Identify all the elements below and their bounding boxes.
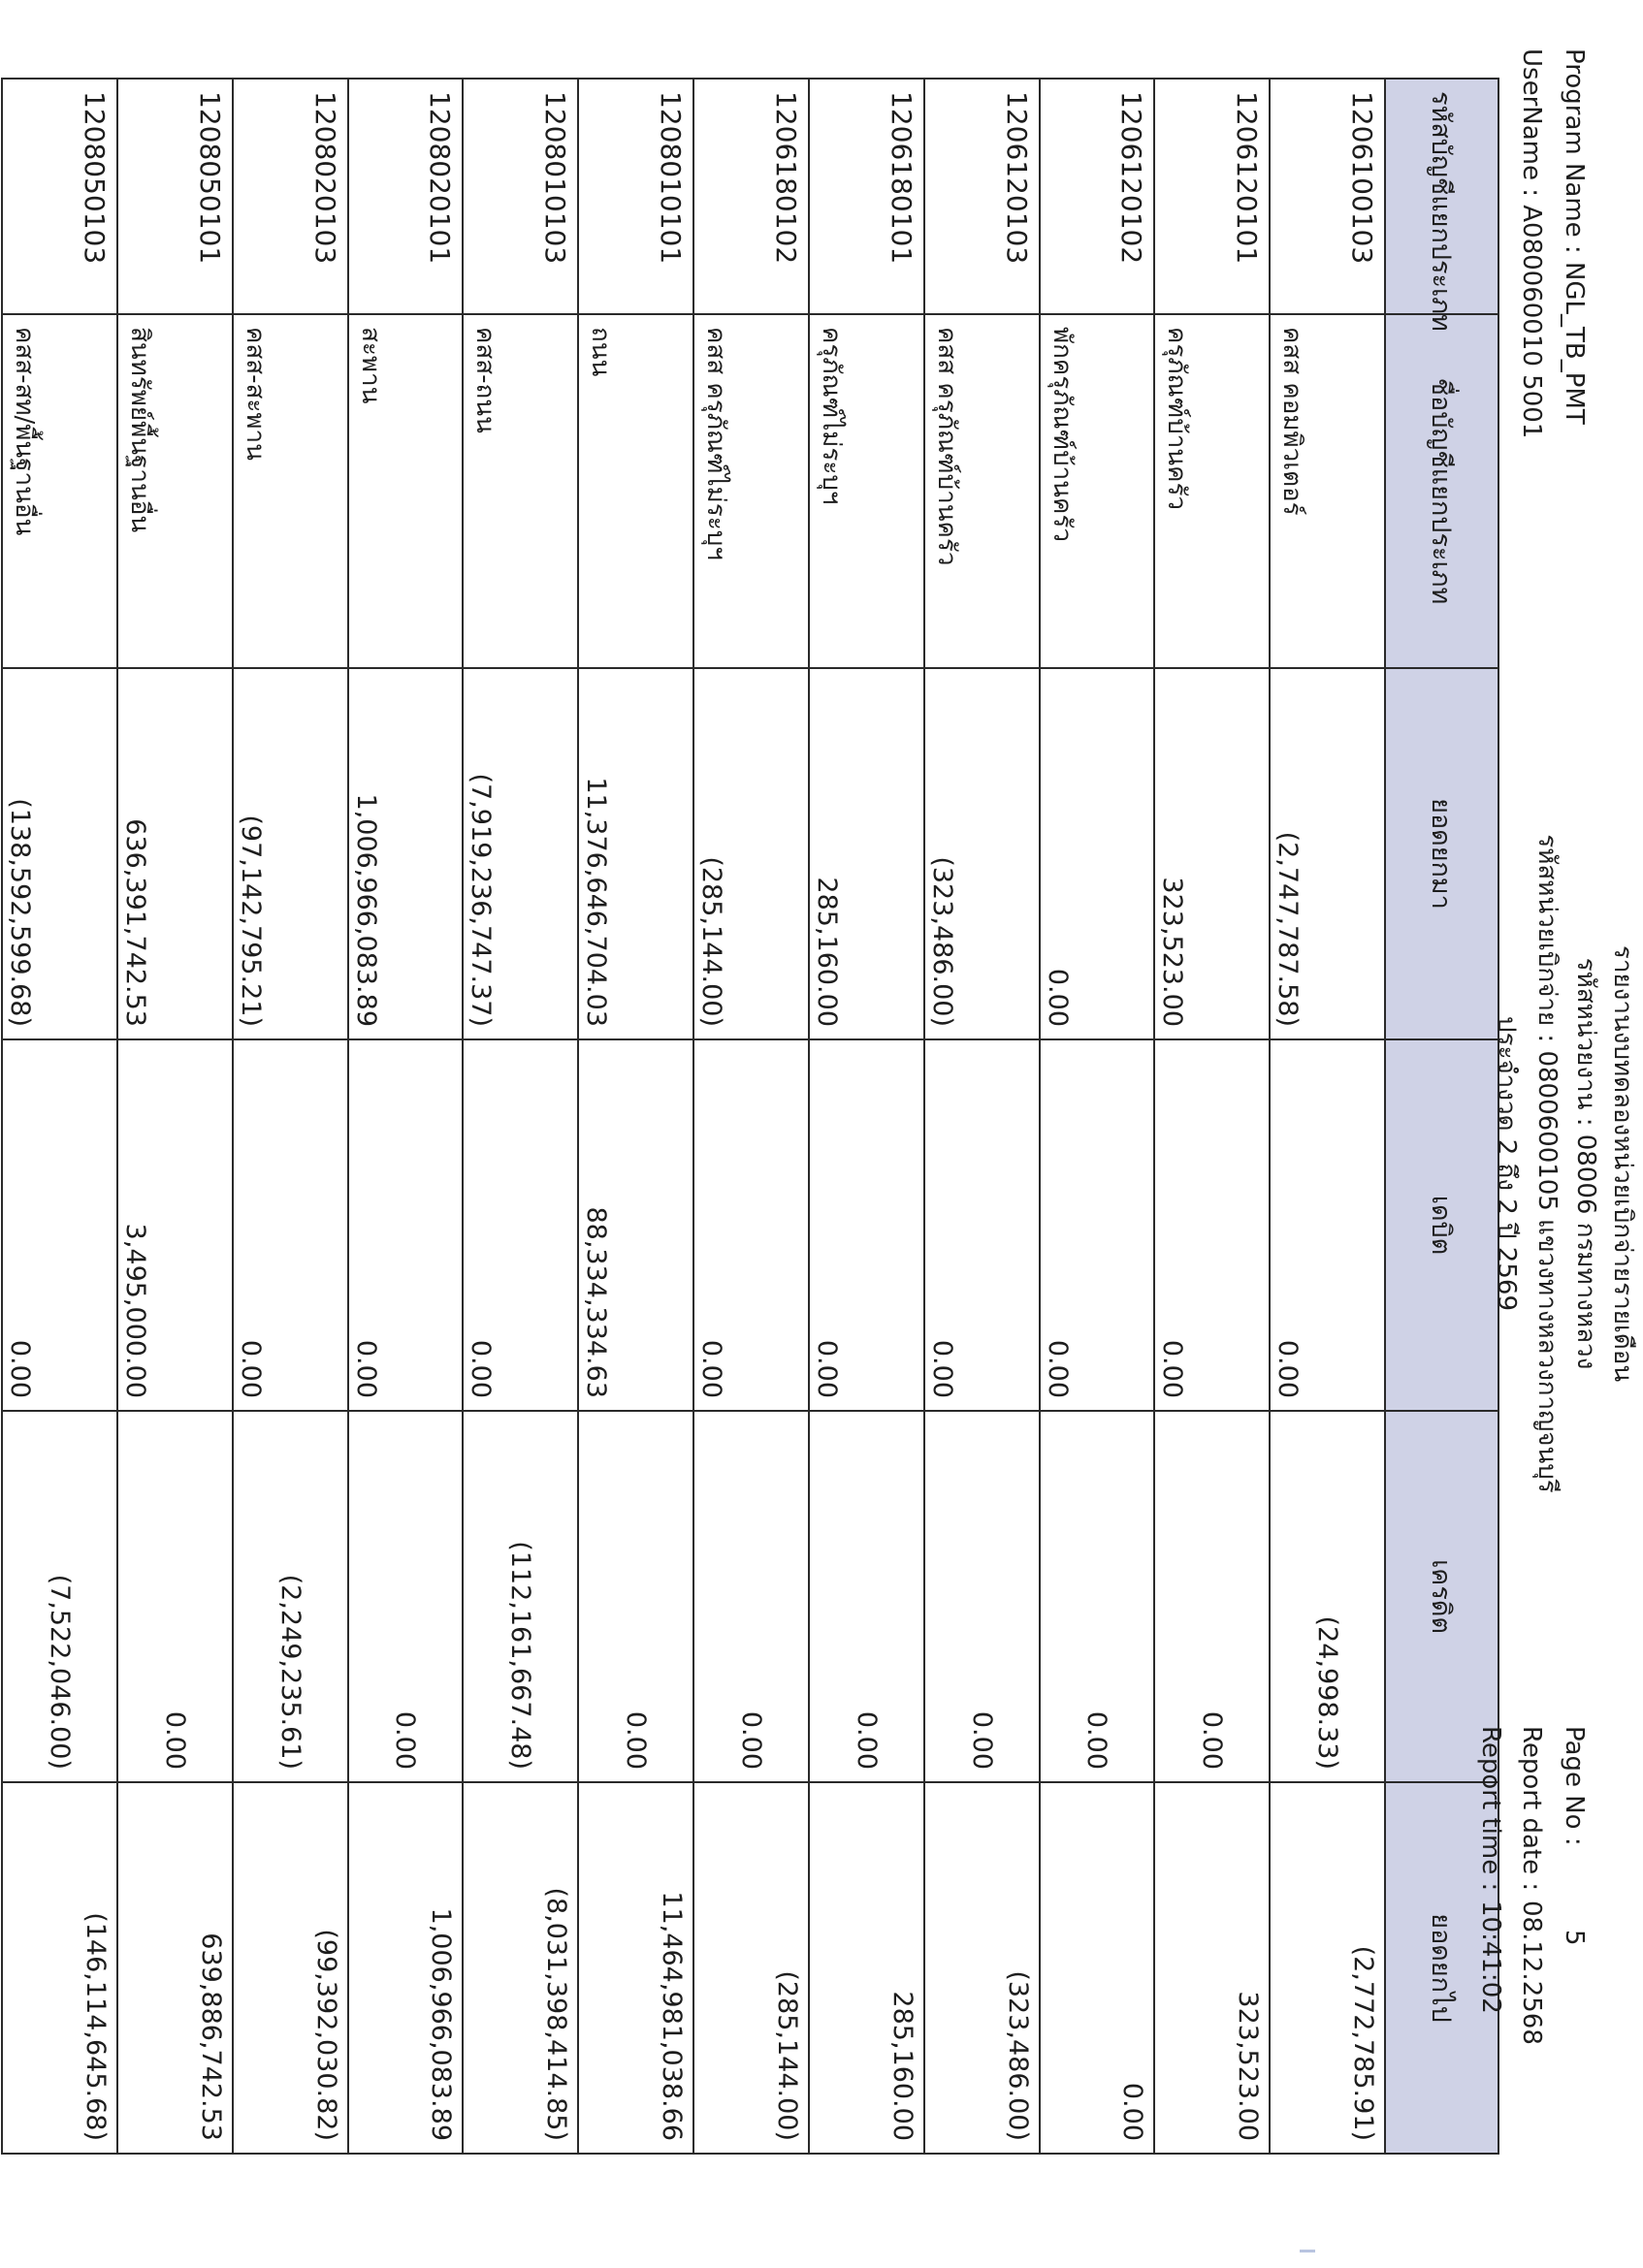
account-name-cell: คสส คอมพิวเตอร์ (1270, 314, 1385, 668)
carried-forward-cell: (99,392,030.82) (233, 1782, 348, 2154)
carried-forward-cell: 285,160.00 (809, 1782, 924, 2154)
credit-cell: (2,249,235.61) (233, 1411, 348, 1782)
account-name-cell: ถนน (578, 314, 693, 668)
account-name-cell: ครุภัณฑ์ไม่ระบุฯ (809, 314, 924, 668)
account-code-cell: 1208050103 (2, 79, 117, 314)
carried-forward-cell: 11,464,981,038.66 (578, 1782, 693, 2154)
col-header-account-name: ชื่อบัญชีแยกประเภท (1385, 314, 1498, 668)
debit-cell: 0.00 (348, 1039, 464, 1411)
brought-forward-cell: (285,144.00) (693, 668, 809, 1039)
debit-cell: 0.00 (924, 1039, 1040, 1411)
credit-cell: 0.00 (809, 1411, 924, 1782)
report-title: รายงานงบทดลองหน่วยเบิกจ่ายรายเดือน (1608, 944, 1637, 1383)
brought-forward-cell: 1,006,966,083.89 (348, 668, 464, 1039)
brought-forward-cell: (323,486.00) (924, 668, 1040, 1039)
account-name-cell: สะพาน (348, 314, 464, 668)
carried-forward-cell: (323,486.00) (924, 1782, 1040, 2154)
scan-artifact (1300, 2250, 1315, 2252)
report-date-value: 08.12.2568 (1517, 1901, 1546, 2045)
debit-cell: 0.00 (1154, 1039, 1270, 1411)
account-name-cell: คสส-สท/พื้นฐานอื่น (2, 314, 117, 668)
table-row (1270, 79, 1385, 2154)
credit-cell: 0.00 (1154, 1411, 1270, 1782)
carried-forward-cell: (285,144.00) (693, 1782, 809, 2154)
account-name-cell: คสส-สะพาน (233, 314, 348, 668)
account-code-cell: 1208010101 (578, 79, 693, 314)
credit-cell: (7,522,046.00) (2, 1411, 117, 1782)
username: UserName : A080060010 5001 (1517, 48, 1546, 439)
table-row (809, 79, 924, 2154)
carried-forward-cell: 639,886,742.53 (117, 1782, 233, 2154)
credit-cell: 0.00 (693, 1411, 809, 1782)
account-name-cell: คสส ครุภัณฑ์บ้านครัว (924, 314, 1040, 668)
debit-cell: 0.00 (2, 1039, 117, 1411)
debit-cell: 0.00 (233, 1039, 348, 1411)
page-no-value: 5 (1560, 1930, 1589, 1946)
brought-forward-cell: (97,142,795.21) (233, 668, 348, 1039)
brought-forward-cell: (2,747,787.58) (1270, 668, 1385, 1039)
table-row (1040, 79, 1155, 2154)
col-header-brought-forward: ยอดยกมา (1385, 668, 1498, 1039)
account-code-cell: 1206120102 (1040, 79, 1155, 314)
brought-forward-cell: 636,391,742.53 (117, 668, 233, 1039)
table-row (693, 79, 809, 2154)
account-name-cell: สินทรัพย์พื้นฐานอื่น (117, 314, 233, 668)
table-row (233, 79, 348, 2154)
table-row (117, 79, 233, 2154)
brought-forward-cell: (138,592,599.68) (2, 668, 117, 1039)
debit-cell: 3,495,000.00 (117, 1039, 233, 1411)
col-header-debit: เดบิต (1385, 1039, 1498, 1411)
agency-code: รหัสหน่วยงาน : 08006 กรมทางหลวง (1571, 957, 1600, 1370)
account-code-cell: 1206180101 (809, 79, 924, 314)
carried-forward-cell: 1,006,966,083.89 (348, 1782, 464, 2154)
carried-forward-cell: 0.00 (1040, 1782, 1155, 2154)
account-code-cell: 1208020101 (348, 79, 464, 314)
account-name-cell: พักครุภัณฑ์บ้านครัว (1040, 314, 1155, 668)
debit-cell: 0.00 (463, 1039, 578, 1411)
program-name: Program Name : NGL_TB_PMT (1560, 48, 1589, 425)
debit-cell: 0.00 (809, 1039, 924, 1411)
carried-forward-cell: (8,031,398,414.85) (463, 1782, 578, 2154)
account-code-cell: 1206100103 (1270, 79, 1385, 314)
table-row (348, 79, 464, 2154)
credit-cell: (112,161,667.48) (463, 1411, 578, 1782)
report-time-value: 10:41:02 (1476, 1901, 1505, 2014)
account-code-cell: 1208010103 (463, 79, 578, 314)
brought-forward-cell: (7,919,236,747.37) (463, 668, 578, 1039)
col-header-carried-forward: ยอดยกไป (1385, 1782, 1498, 2154)
account-code-cell: 1208020103 (233, 79, 348, 314)
credit-cell: 0.00 (348, 1411, 464, 1782)
account-name-cell: คสส ครุภัณฑ์ไม่ระบุฯ (693, 314, 809, 668)
table-row (578, 79, 693, 2154)
credit-cell: 0.00 (1040, 1411, 1155, 1782)
debit-cell: 88,334,334.63 (578, 1039, 693, 1411)
carried-forward-cell: (2,772,785.91) (1270, 1782, 1385, 2154)
brought-forward-cell: 323,523.00 (1154, 668, 1270, 1039)
col-header-credit: เครดิต (1385, 1411, 1498, 1782)
trial-balance-table (1, 78, 1499, 2155)
brought-forward-cell: 0.00 (1040, 668, 1155, 1039)
debit-cell: 0.00 (1040, 1039, 1155, 1411)
col-header-account-code: รหัสบัญชีแยกประเภท (1385, 79, 1498, 314)
debit-cell: 0.00 (693, 1039, 809, 1411)
credit-cell: 0.00 (924, 1411, 1040, 1782)
table-row (2, 79, 117, 2154)
disbursing-unit: รหัสหน่วยเบิกจ่าย : 0800600105 แขวงทางหลวงกาญจนบุรี (1532, 834, 1562, 1493)
carried-forward-cell: 323,523.00 (1154, 1782, 1270, 2154)
debit-cell: 0.00 (1270, 1039, 1385, 1411)
page-no-label: Page No : (1560, 1726, 1589, 1846)
brought-forward-cell: 285,160.00 (809, 668, 924, 1039)
table-row (924, 79, 1040, 2154)
account-code-cell: 1206180102 (693, 79, 809, 314)
report-date-label: Report date : (1517, 1726, 1546, 1892)
credit-cell: (24,998.33) (1270, 1411, 1385, 1782)
account-code-cell: 1206120101 (1154, 79, 1270, 314)
table-row (463, 79, 578, 2154)
brought-forward-cell: 11,376,646,704.03 (578, 668, 693, 1039)
table-row (1154, 79, 1270, 2154)
account-code-cell: 1208050101 (117, 79, 233, 314)
account-name-cell: คสส-ถนน (463, 314, 578, 668)
credit-cell: 0.00 (578, 1411, 693, 1782)
account-name-cell: ครุภัณฑ์บ้านครัว (1154, 314, 1270, 668)
account-code-cell: 1206120103 (924, 79, 1040, 314)
report-period: ประจำงวด 2 ถึง 2 ปี 2569 (1492, 1016, 1521, 1311)
carried-forward-cell: (146,114,645.68) (2, 1782, 117, 2154)
report-time-label: Report time : (1476, 1726, 1505, 1892)
credit-cell: 0.00 (117, 1411, 233, 1782)
